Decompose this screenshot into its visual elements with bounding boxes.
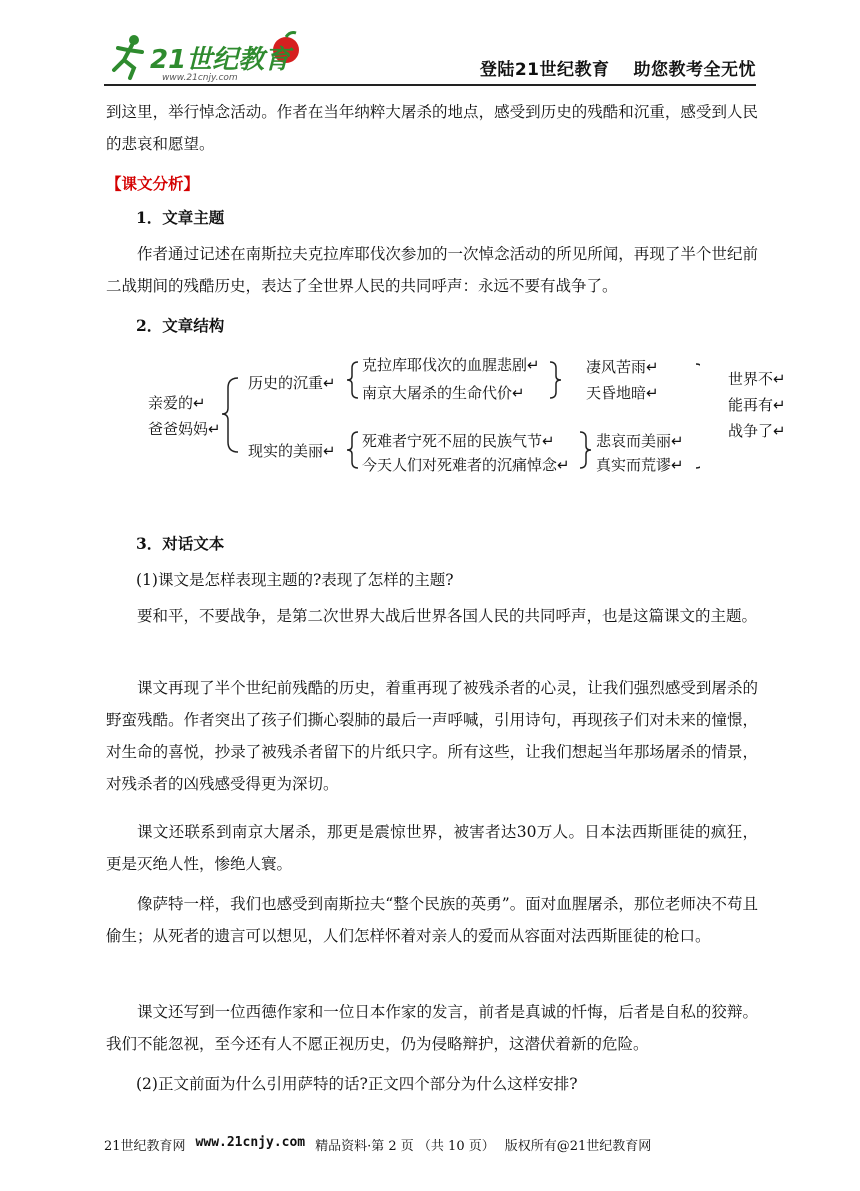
intro-paragraph: 到这里，举行悼念活动。作者在当年纳粹大屠杀的地点，感受到历史的残酷和沉重，感受到人民的悲哀和愿望。 xyxy=(106,103,758,153)
conclusion-line-2: 能再有↵ xyxy=(728,396,786,414)
logo-text: 21世纪教育 xyxy=(150,45,291,75)
s1-text: 作者通过记述在南斯拉夫克拉库耶伐次参加的一次悼念活动的所见所闻，再现了半个世纪前二战期间的残酷历史，表达了全世界人民的共同呼声：永远不要有战争了。 xyxy=(106,245,758,295)
s3-paragraph-2: 课文再现了半个世纪前残酷的历史，着重再现了被残杀者的心灵，让我们强烈感受到屠杀的野蛮残酷。作者突出了孩子们撕心裂肺的最后一声呼喊，引用诗句，再现孩子们对未来的憧憬，对生命的喜悦，抄录了被残杀者留下的片纸只字。所有这些，让我们想起当年那场屠杀的情景，对残杀者的凶残感受得更为深切。 xyxy=(106,679,758,793)
branch2-result-1: 悲哀而美丽↵ xyxy=(596,432,684,450)
s3-paragraph-3: 课文还联系到南京大屠杀，那更是震惊世界，被害者达30万人。日本法西斯匪徒的疯狂，更是灭绝人性，惨绝人寰。 xyxy=(106,823,758,873)
branch2-result-2: 真实而荒谬↵ xyxy=(596,456,684,474)
s2-title: 2．文章结构 xyxy=(136,316,225,335)
s3-question-2: (2)正文前面为什么引用萨特的话?正文四个部分为什么这样安排? xyxy=(136,1075,578,1093)
conclusion-line-3: 战争了↵ xyxy=(728,422,786,440)
structure-diagram xyxy=(140,350,786,480)
footer-copyright: 版权所有@21世纪教育网 xyxy=(504,1139,652,1154)
header-text-1: 登陆21世纪教育 xyxy=(479,60,610,80)
header-slogan xyxy=(480,55,756,80)
branch1-item-2: 南京大屠杀的生命代价↵ xyxy=(362,384,525,402)
s3-title: 3．对话文本 xyxy=(136,534,225,553)
root-line-2: 爸爸妈妈↵ xyxy=(148,420,221,438)
s3-paragraph-1: 要和平，不要战争，是第二次世界大战后世界各国人民的共同呼声，也是这篇课文的主题。 xyxy=(137,607,758,625)
s3-question-1: (1)课文是怎样表现主题的?表现了怎样的主题? xyxy=(136,571,454,589)
page-footer xyxy=(104,1135,756,1154)
root-line-1: 亲爱的↵ xyxy=(148,394,206,412)
footer-page-info: 精品资料·第 2 页 （共 10 页） xyxy=(315,1139,495,1154)
footer-site: 21世纪教育网 xyxy=(104,1139,186,1154)
s3-paragraph-5: 课文还写到一位西德作家和一位日本作家的发言，前者是真诚的忏悔，后者是自私的狡辩。我们不能忽视，至今还有人不愿正视历史，仍为侵略辩护，这潜伏着新的危险。 xyxy=(106,1003,758,1053)
logo-subtext: www.21cnjy.com xyxy=(162,73,238,82)
branch2-item-1: 死难者宁死不屈的民族气节↵ xyxy=(362,432,555,450)
branch1-label: 历史的沉重↵ xyxy=(248,374,336,392)
conclusion-line-1: 世界不↵ xyxy=(728,370,786,388)
branch1-item-1: 克拉库耶伐次的血腥悲剧↵ xyxy=(362,356,540,374)
footer-url[interactable]: www.21cnjy.com xyxy=(195,1135,306,1150)
branch2-item-2: 今天人们对死难者的沉痛悼念↵ xyxy=(362,456,570,474)
site-logo xyxy=(104,30,314,82)
branch2-label: 现实的美丽↵ xyxy=(248,442,336,460)
branch1-result-2: 天昏地暗↵ xyxy=(586,384,659,402)
s1-title: 1．文章主题 xyxy=(136,208,225,227)
branch1-result-1: 凄风苦雨↵ xyxy=(586,358,659,376)
s3-paragraph-4: 像萨特一样，我们也感受到南斯拉夫“整个民族的英勇”。面对血腥屠杀，那位老师决不苟且偷生；从死者的遗言可以想见，人们怎样怀着对亲人的爱而从容面对法西斯匪徒的枪口。 xyxy=(106,895,758,945)
header-text-2: 助您教考全无忧 xyxy=(633,60,756,80)
logo-graphic xyxy=(104,30,314,82)
header-divider xyxy=(104,84,756,86)
section-heading: 【课文分析】 xyxy=(106,174,200,193)
